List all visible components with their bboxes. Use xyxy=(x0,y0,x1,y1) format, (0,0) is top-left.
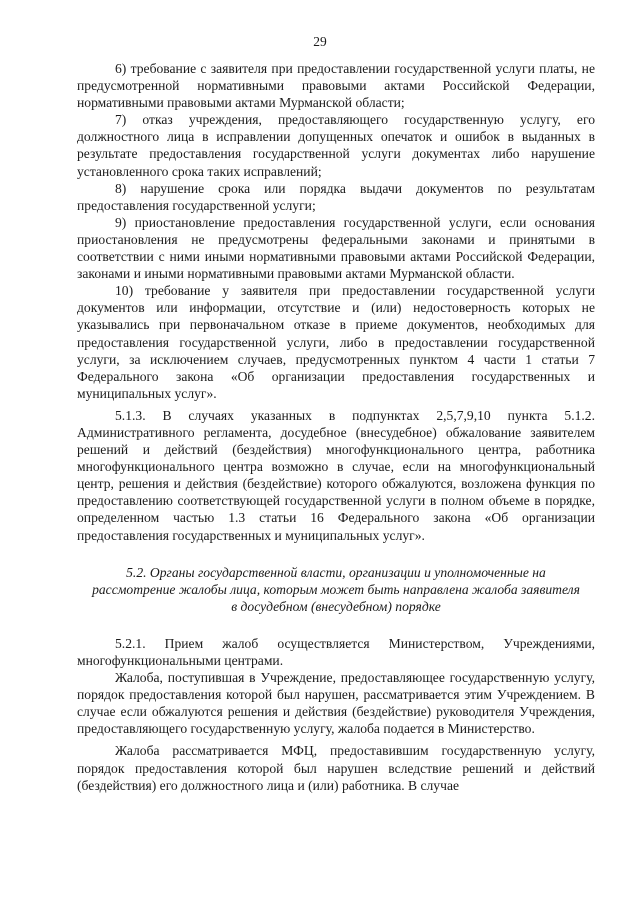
page-number: 29 xyxy=(313,34,327,49)
list-item-8: 8) нарушение срока или порядка выдачи документов по результатам предоставления государственной услуги; xyxy=(77,180,595,213)
list-item-7: 7) отказ учреждения, предоставляющего государственную услугу, его должностного лица в исправлении допущенных опечаток и ошибок в выданных в результате предоставления государственной услуги документах либо нарушение установленного срока таких исправлений; xyxy=(77,112,595,179)
document-body xyxy=(77,60,595,794)
section-heading: 5.2. Органы государственной власти, организации и уполномоченные на рассмотрение жалобы лица, которым может быть направлена жалоба заявителя в досудебном (внесудебном) порядке xyxy=(92,564,580,614)
complaint-mfc-paragraph: Жалоба рассматривается МФЦ, предоставившим государственную услугу, порядок предоставления которой был нарушен вследствие решений и действий (бездействия) его должностного лица и (или) работника. В случае xyxy=(77,743,595,793)
clause-5-1-3: 5.1.3. В случаях указанных в подпунктах 2,5,7,9,10 пункта 5.1.2. Административного регламента, досудебное (внесудебное) обжалование заявителем решений и действий (бездействия) многофункционального центра, работника многофункционального центра возможно в случае, если на многофункциональный центр, решения и действия (бездействие) которого обжалуются, возложена функция по предоставлению соответствующей государственной услуги в полном объеме в порядке, определенном частью 1.3 статьи 16 Федерального закона «Об организации предоставления государственных и муниципальных услуг». xyxy=(77,407,595,543)
clause-5-2-1: 5.2.1. Прием жалоб осуществляется Министерством, Учреждениями, многофункциональными центрами. xyxy=(77,635,595,668)
list-item-10: 10) требование у заявителя при предоставлении государственной услуги документов или информации, отсутствие и (или) недостоверность которых не указывались при первоначальном отказе в приеме документов, необходимых для предоставления государственной услуги, либо в предоставлении государственной услуги, за исключением случаев, предусмотренных пунктом 4 части 1 статьи 7 Федерального закона «Об организации предоставления государственных и муниципальных услуг». xyxy=(77,283,595,401)
spacer xyxy=(77,615,595,635)
complaint-institution-paragraph: Жалоба, поступившая в Учреждение, предоставляющее государственную услугу, порядок предоставления которой был нарушен, рассматривается этим Учреждением. В случае если обжалуются решения и действия (бездействие) руководителя Учреждения, предоставляющего государственную услугу, жалоба подается в Министерство. xyxy=(77,670,595,737)
list-item-6: 6) требование с заявителя при предоставлении государственной услуги платы, не предусмотренной нормативными правовыми актами Российской Федерации, нормативными правовыми актами Мурманской области; xyxy=(77,61,595,111)
list-item-9: 9) приостановление предоставления государственной услуги, если основания приостановления не предусмотрены федеральными законами и принятыми в соответствии с ними иными нормативными правовыми актами Российской Федерации, законами и иными нормативными правовыми актами Мурманской области. xyxy=(77,214,595,282)
spacer xyxy=(77,544,595,564)
